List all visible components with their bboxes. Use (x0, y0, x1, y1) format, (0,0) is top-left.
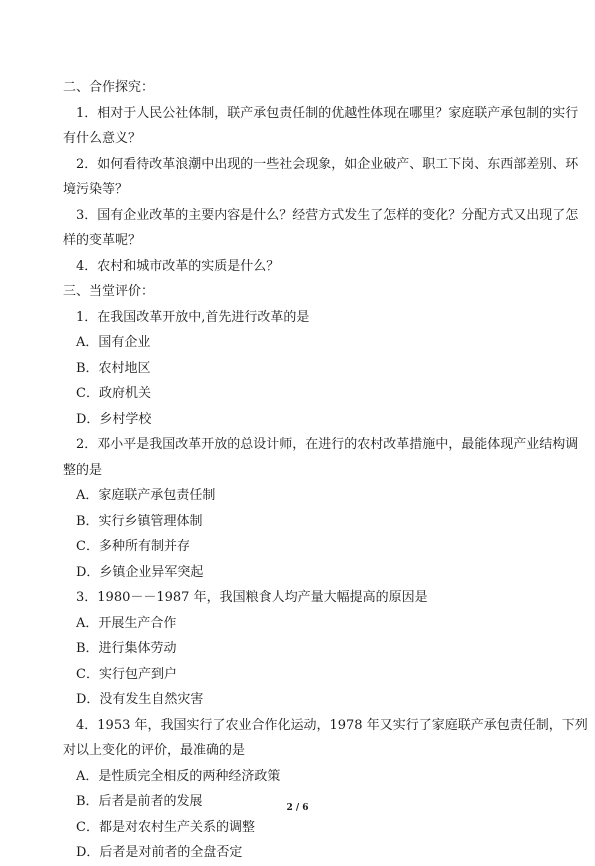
text-line: D．后者是对前者的全盘否定 (76, 845, 243, 860)
text-line: 三、当堂评价： (63, 284, 155, 299)
text-line: 2．邓小平是我国改革开放的总设计师，在进行的农村改革措施中，最能体现产业结构调 (76, 437, 579, 452)
text-line: 1．在我国改革开放中,首先进行改革的是 (76, 309, 310, 325)
text-line: 1．相对于人民公社体制，联产承包责任制的优越性体现在哪里？家庭联产承包制的实行 (76, 105, 579, 121)
text-line: D．乡村学校 (76, 411, 152, 427)
text-line: 境污染等？ (63, 182, 129, 197)
document-body (63, 75, 588, 866)
text-line: A．是性质完全相反的两种经济政策 (76, 768, 281, 784)
text-line: B．进行集体劳动 (76, 641, 177, 656)
text-line: C．都是对农村生产关系的调整 (76, 819, 255, 835)
text-line: C．实行包产到户 (76, 666, 177, 682)
text-line: C．多种所有制并存 (76, 539, 190, 554)
text-line: 3．国有企业改革的主要内容是什么？经营方式发生了怎样的变化？分配方式又出现了怎 (76, 207, 579, 223)
text-line: 4．1953 年，我国实行了农业合作化运动，1978 年又实行了家庭联产承包责任制，下列 (76, 717, 588, 733)
text-line: B．农村地区 (76, 360, 151, 376)
text-line: 3．1980－－1987 年，我国粮食人均产量大幅提高的原因是 (76, 590, 428, 605)
text-line: 2．如何看待改革浪潮中出现的一些社会现象，如企业破产、职工下岗、东西部差别、环 (76, 156, 579, 172)
text-line: A．国有企业 (76, 335, 151, 350)
text-line: 有什么意义？ (63, 131, 142, 146)
text-line: D．乡镇企业异军突起 (76, 564, 204, 580)
text-line: B．后者是前者的发展 (76, 794, 203, 809)
text-line: C．政府机关 (76, 386, 151, 401)
text-line: A．开展生产合作 (76, 615, 177, 631)
text-line: 二、合作探究： (63, 80, 155, 95)
text-line: A．家庭联产承包责任制 (76, 488, 216, 503)
text-line: 整的是 (63, 462, 103, 478)
text-line: B．实行乡镇管理体制 (76, 513, 203, 529)
text-line: 样的变革呢？ (63, 233, 142, 248)
text-line: 4．农村和城市改革的实质是什么？ (76, 258, 280, 274)
text-line: 对以上变化的评价，最准确的是 (63, 743, 246, 758)
page-number: 2 / 6 (286, 803, 309, 813)
text-line: D．没有发生自然灾害 (76, 692, 204, 707)
